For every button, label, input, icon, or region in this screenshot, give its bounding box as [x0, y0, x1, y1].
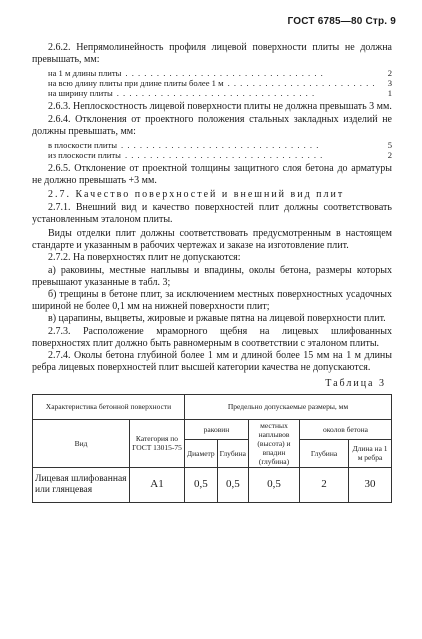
table-header-category: Категория по ГОСТ 13015-75 [130, 419, 185, 467]
section-2-7-1: 2.7.1. Внешний вид и качество поверхностей плит должны соответствовать установленным эталоном плиты. [32, 201, 392, 225]
list-item: на ширину плиты . . . 1 [48, 88, 392, 98]
section-2-7-1-finish: Виды отделки плит должны соответствовать предусмотренным в настоящем стандарте и указанным в рабочих чертежах и заказе на изготовление плит. [32, 228, 392, 252]
table-header-bulges: местных наплывов (высота) и впадин (глубина) [249, 419, 300, 467]
table-cell: 2 [300, 467, 349, 502]
section-2-7-4: 2.7.4. Околы бетона глубиной более 1 мм и длиной более 15 мм на 1 м длины ребра лицевых поверхностей плит высшей категории качества не допускаются. [32, 350, 392, 374]
body-text [32, 42, 392, 503]
list-2-6-2 [48, 68, 392, 98]
table-header-cavities: раковин [185, 419, 249, 439]
table-cell: 30 [349, 467, 392, 502]
list-item: из плоскости плиты . . . 2 [48, 150, 392, 160]
section-2-6-4: 2.6.4. Отклонения от проектного положения стальных закладных изделий не должны превышать, мм: [32, 113, 392, 137]
table-cell: 0,5 [249, 467, 300, 502]
table-cell: Лицевая шлифованная или глянцевая [33, 467, 130, 502]
table-header-chip-length: Длина на 1 м ребра [349, 439, 392, 467]
table-header-chip-depth: Глубина [300, 439, 349, 467]
table-header-diameter: Диаметр [185, 439, 218, 467]
section-2-6-2: 2.6.2. Непрямолинейность профиля лицевой поверхности плиты не должна превышать, мм: [32, 42, 392, 66]
list-2-6-4 [48, 140, 392, 160]
table-row [33, 467, 392, 502]
table-header-characteristic: Характеристика бетонной поверхности [33, 394, 185, 419]
table-cell: 0,5 [217, 467, 248, 502]
table-header-depth: Глубина [217, 439, 248, 467]
table-header-chips: околов бетона [300, 419, 392, 439]
list-item: в плоскости плиты . . . 5 [48, 140, 392, 150]
section-2-7-2-b: б) трещины в бетоне плит, за исключением местных поверхностных усадочных шириной не более 0,1 мм на нижней поверхности плит; [32, 289, 392, 313]
section-2-7-2: 2.7.2. На поверхностях плит не допускаются: [48, 252, 241, 264]
section-2-7-3: 2.7.3. Расположение мраморного щебня на лицевых шлифованных поверхностях плит должно быть равномерным в соответствии с эталоном плиты. [32, 325, 392, 349]
list-item: на 1 м длины плиты . . . 2 [48, 68, 392, 78]
table-3 [32, 394, 392, 503]
list-item: на всю длину плиты при длине плиты более 1 м . . . 3 [48, 78, 392, 88]
table-caption: Таблица 3 [325, 378, 386, 390]
table-header-limits: Предельно допускаемые размеры, мм [185, 394, 392, 419]
section-2-7-heading: 2.7. Качество поверхностей и внешний вид плит [48, 189, 345, 201]
section-2-7-2-a: а) раковины, местные наплывы и впадины, околы бетона, размеры которых превышают указанные в табл. 3; [32, 264, 392, 288]
section-2-6-5: 2.6.5. Отклонение от проектной толщины защитного слоя бетона до арматуры не должно превышать +3 мм. [32, 163, 392, 187]
section-2-7-2-c: в) царапины, выцветы, жировые и ржавые пятна на лицевой поверхности плит. [48, 313, 386, 325]
table-cell: А1 [130, 467, 185, 502]
section-2-6-3: 2.6.3. Неплоскостность лицевой поверхности плиты не должна превышать 3 мм. [48, 101, 392, 113]
table-header-type: Вид [33, 419, 130, 467]
table-cell: 0,5 [185, 467, 218, 502]
page-header: ГОСТ 6785—80 Стр. 9 [287, 16, 396, 27]
